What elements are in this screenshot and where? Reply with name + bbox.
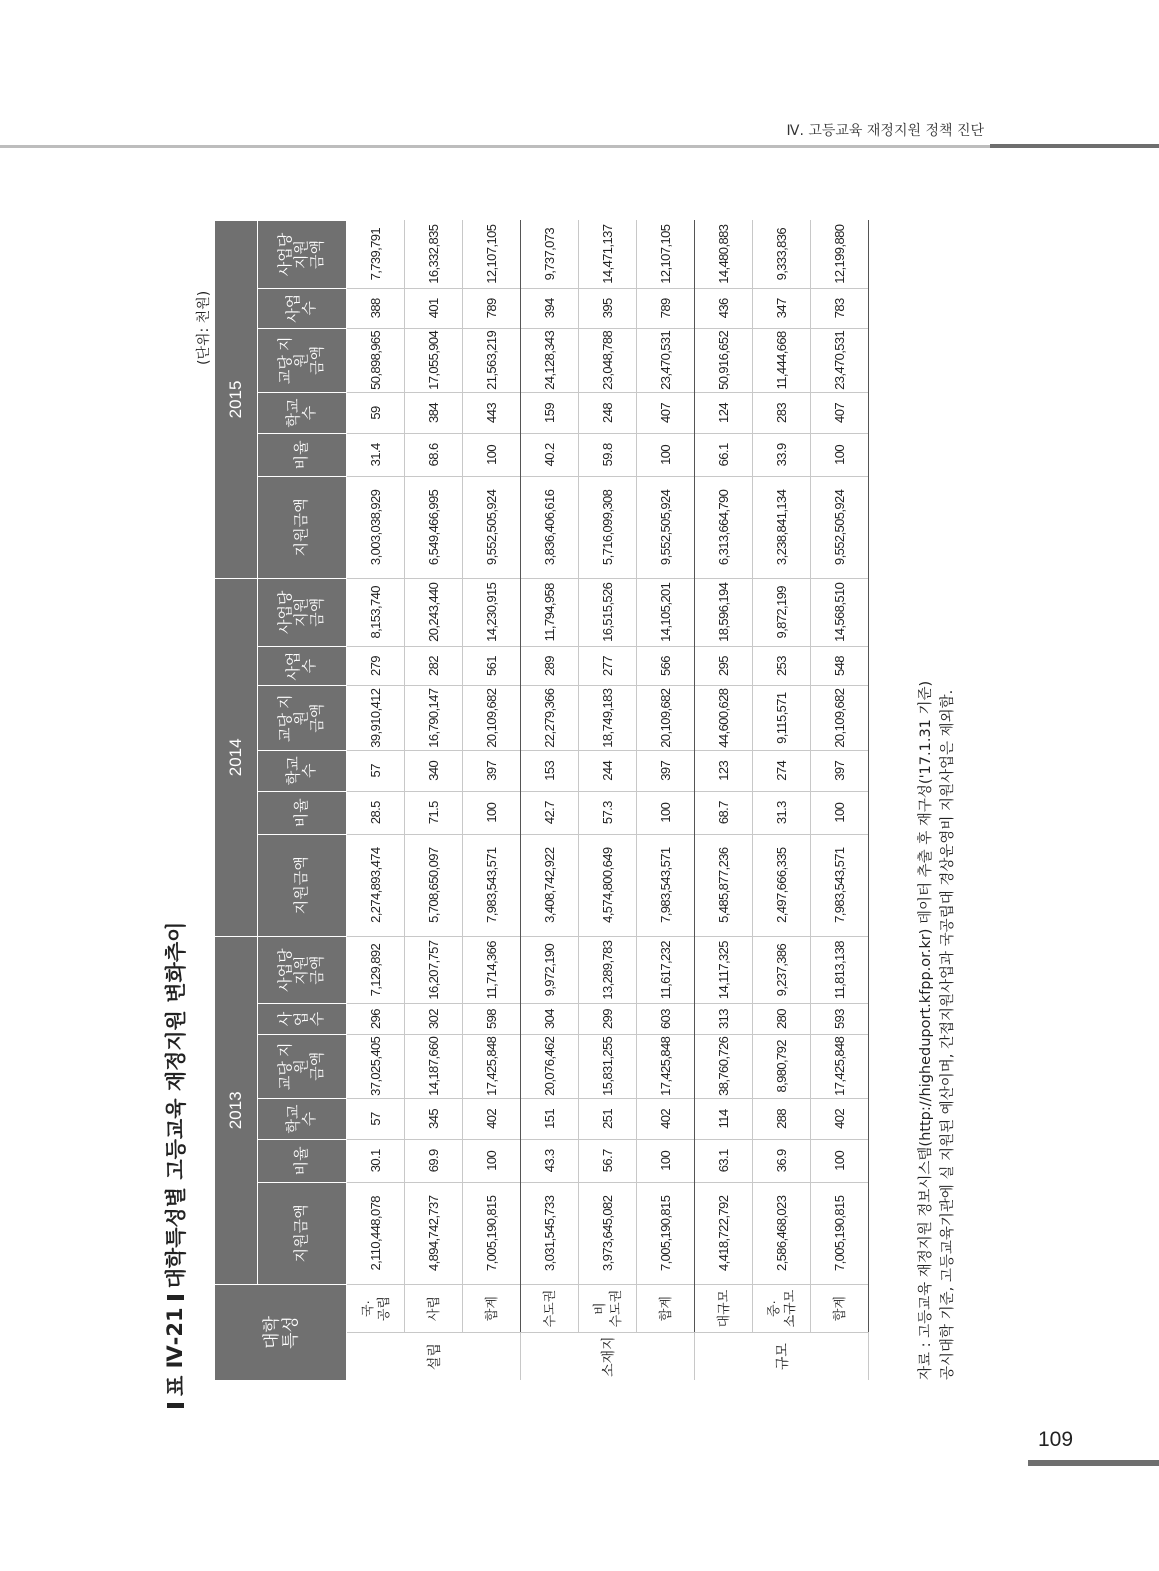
table-cell: 566 (637, 646, 695, 686)
column-header: 학교 수 (258, 1099, 347, 1140)
table-cell: 5,708,650,097 (405, 834, 463, 936)
table-cell: 40.2 (521, 433, 579, 476)
table-cell: 20,076,462 (521, 1034, 579, 1098)
group-label: 규모 (695, 1333, 869, 1380)
table-cell: 50,916,652 (695, 328, 753, 392)
table-cell: 304 (521, 1004, 579, 1034)
table-cell: 603 (637, 1004, 695, 1034)
table-cell: 100 (811, 791, 869, 834)
column-header: 교당 지원 금액 (258, 1034, 347, 1098)
table-cell: 14,471,137 (579, 221, 637, 289)
row-label: 국· 공립 (347, 1284, 405, 1332)
year-header: 2015 (215, 221, 258, 579)
table-cell: 279 (347, 646, 405, 686)
row-label: 합계 (637, 1284, 695, 1332)
group-label: 설립 (347, 1333, 521, 1380)
table-cell: 23,470,531 (637, 328, 695, 392)
table-cell: 23,048,788 (579, 328, 637, 392)
table-cell: 57 (347, 1099, 405, 1140)
table-cell: 12,107,105 (637, 221, 695, 289)
table-cell: 2,110,448,078 (347, 1182, 405, 1284)
table-cell: 153 (521, 750, 579, 791)
table-cell: 15,831,255 (579, 1034, 637, 1098)
table-cell: 31.3 (753, 791, 811, 834)
table-cell: 13,289,783 (579, 936, 637, 1004)
table-cell: 288 (753, 1099, 811, 1140)
table-cell: 12,107,105 (463, 221, 521, 289)
table-cell: 69.9 (405, 1139, 463, 1182)
table-cell: 9,737,073 (521, 221, 579, 289)
table-cell: 31.4 (347, 433, 405, 476)
page-header: Ⅳ. 고등교육 재정지원 정책 진단 (786, 123, 984, 139)
table-cell: 17,425,848 (637, 1034, 695, 1098)
table-cell: 8,153,740 (347, 578, 405, 646)
title-bar-right (167, 1295, 184, 1300)
title-text: 대학특성별 고등교육 재정지원 변화추이 (164, 921, 188, 1289)
column-header: 사업당 지원 금액 (258, 221, 347, 289)
table-cell: 100 (637, 433, 695, 476)
table-cell: 17,425,848 (811, 1034, 869, 1098)
table-row (521, 221, 579, 1381)
table-cell: 11,813,138 (811, 936, 869, 1004)
title-number: Ⅳ-21 (163, 1307, 187, 1369)
table-cell: 39,910,412 (347, 686, 405, 750)
table-cell: 151 (521, 1099, 579, 1140)
table-cell: 20,109,682 (637, 686, 695, 750)
rotated-table-region (155, 215, 1005, 1415)
table-cell: 21,563,219 (463, 328, 521, 392)
table-cell: 68.7 (695, 791, 753, 834)
table-cell: 9,972,190 (521, 936, 579, 1004)
table-cell: 7,983,543,571 (811, 834, 869, 936)
table-row (347, 221, 405, 1381)
table-cell: 114 (695, 1099, 753, 1140)
table-cell: 299 (579, 1004, 637, 1034)
table-cell: 100 (463, 791, 521, 834)
table-cell: 598 (463, 1004, 521, 1034)
table-cell: 9,333,836 (753, 221, 811, 289)
column-header: 사 업 수 (258, 1004, 347, 1034)
table-cell: 56.7 (579, 1139, 637, 1182)
table-cell: 345 (405, 1099, 463, 1140)
table-cell: 100 (463, 433, 521, 476)
table-cell: 14,187,660 (405, 1034, 463, 1098)
table-cell: 11,794,958 (521, 578, 579, 646)
page-number-rule (1028, 1460, 1159, 1466)
table-cell: 33.9 (753, 433, 811, 476)
corner-header: 대학 특성 (215, 1284, 347, 1380)
note-source: 자료 : 고등교육 재정지원 정보시스템(http://higheduport.kfpp.or.kr) 데이터 추출 후 재구성('17.1.31 기준) (918, 680, 934, 1380)
table-row (637, 221, 695, 1381)
table-cell: 100 (637, 791, 695, 834)
table-cell: 17,055,904 (405, 328, 463, 392)
table-cell: 3,031,545,733 (521, 1182, 579, 1284)
table-cell: 59.8 (579, 433, 637, 476)
table-cell: 71.5 (405, 791, 463, 834)
column-header: 사업 수 (258, 288, 347, 328)
table-cell: 100 (637, 1139, 695, 1182)
table-cell: 783 (811, 288, 869, 328)
unit-label: (단위: 천원) (196, 290, 212, 365)
table-cell: 395 (579, 288, 637, 328)
table-cell: 401 (405, 288, 463, 328)
table-cell: 14,117,325 (695, 936, 753, 1004)
table-cell: 7,983,543,571 (463, 834, 521, 936)
table-cell: 397 (637, 750, 695, 791)
table-cell: 14,230,915 (463, 578, 521, 646)
table-cell: 3,836,406,616 (521, 476, 579, 578)
note-basis: 공시대학 기준, 고등교육기관에 실 지원된 예산이며, 간접지원사업과 국공립대 경상운영비 지원사업은 제외함. (940, 689, 956, 1380)
table-cell: 50,898,965 (347, 328, 405, 392)
column-header: 비율 (258, 433, 347, 476)
table-cell: 9,552,505,924 (637, 476, 695, 578)
table-cell: 42.7 (521, 791, 579, 834)
table-cell: 59 (347, 393, 405, 434)
column-header: 사업당 지원 금액 (258, 578, 347, 646)
table-cell: 2,497,666,335 (753, 834, 811, 936)
table-cell: 159 (521, 393, 579, 434)
table-cell: 548 (811, 646, 869, 686)
table-cell: 7,739,791 (347, 221, 405, 289)
table-cell: 9,237,386 (753, 936, 811, 1004)
table-cell: 402 (463, 1099, 521, 1140)
table-cell: 407 (811, 393, 869, 434)
table-cell: 124 (695, 393, 753, 434)
table-row (811, 221, 869, 1381)
table-cell: 20,243,440 (405, 578, 463, 646)
table-cell: 17,425,848 (463, 1034, 521, 1098)
table-cell: 43.3 (521, 1139, 579, 1182)
table-cell: 20,109,682 (463, 686, 521, 750)
row-label: 합계 (463, 1284, 521, 1332)
table-cell: 3,003,038,929 (347, 476, 405, 578)
table-cell: 402 (637, 1099, 695, 1140)
table-cell: 38,760,726 (695, 1034, 753, 1098)
table-cell: 789 (637, 288, 695, 328)
title-lead: 표 (164, 1375, 188, 1396)
table-cell: 388 (347, 288, 405, 328)
table-cell: 8,980,792 (753, 1034, 811, 1098)
page-number: 109 (1038, 1428, 1074, 1451)
table-cell: 4,574,800,649 (579, 834, 637, 936)
table-cell: 280 (753, 1004, 811, 1034)
column-header: 교당 지원 금액 (258, 686, 347, 750)
table-cell: 244 (579, 750, 637, 791)
header-rule (0, 145, 1159, 148)
table-cell: 397 (463, 750, 521, 791)
table-cell: 57.3 (579, 791, 637, 834)
table-cell: 248 (579, 393, 637, 434)
table-cell: 14,480,883 (695, 221, 753, 289)
table-cell: 14,105,201 (637, 578, 695, 646)
table-cell: 6,313,664,790 (695, 476, 753, 578)
column-header: 지원금액 (258, 476, 347, 578)
table-cell: 2,274,893,474 (347, 834, 405, 936)
table-cell: 5,485,877,236 (695, 834, 753, 936)
table-cell: 347 (753, 288, 811, 328)
table-cell: 289 (521, 646, 579, 686)
data-table (215, 220, 869, 1380)
table-cell: 2,586,468,023 (753, 1182, 811, 1284)
table-cell: 384 (405, 393, 463, 434)
table-cell: 561 (463, 646, 521, 686)
table-cell: 22,279,366 (521, 686, 579, 750)
row-label: 대규모 (695, 1284, 753, 1332)
table-cell: 443 (463, 393, 521, 434)
table-cell: 100 (811, 433, 869, 476)
table-cell: 402 (811, 1099, 869, 1140)
table-cell: 397 (811, 750, 869, 791)
table-cell: 3,408,742,922 (521, 834, 579, 936)
column-header: 학교 수 (258, 393, 347, 434)
title-bar-left (167, 1403, 184, 1408)
table-cell: 282 (405, 646, 463, 686)
column-header: 지원금액 (258, 1182, 347, 1284)
table-cell: 394 (521, 288, 579, 328)
column-header: 비율 (258, 1139, 347, 1182)
table-cell: 789 (463, 288, 521, 328)
table-cell: 18,749,183 (579, 686, 637, 750)
table-cell: 28.5 (347, 791, 405, 834)
table-cell: 407 (637, 393, 695, 434)
table-cell: 11,617,232 (637, 936, 695, 1004)
table-cell: 9,115,571 (753, 686, 811, 750)
table-cell: 3,238,841,134 (753, 476, 811, 578)
table-cell: 16,515,526 (579, 578, 637, 646)
column-header: 사업당 지원 금액 (258, 936, 347, 1004)
table-cell: 436 (695, 288, 753, 328)
table-cell: 7,983,543,571 (637, 834, 695, 936)
table-cell: 283 (753, 393, 811, 434)
table-cell: 9,872,199 (753, 578, 811, 646)
table-cell: 11,714,366 (463, 936, 521, 1004)
table-row (695, 221, 753, 1381)
table-cell: 100 (811, 1139, 869, 1182)
table-cell: 44,600,628 (695, 686, 753, 750)
table-cell: 5,716,099,308 (579, 476, 637, 578)
table-cell: 277 (579, 646, 637, 686)
table-cell: 253 (753, 646, 811, 686)
table-cell: 66.1 (695, 433, 753, 476)
row-label: 사립 (405, 1284, 463, 1332)
table-cell: 57 (347, 750, 405, 791)
column-header: 교당 지원 금액 (258, 328, 347, 392)
table-cell: 23,470,531 (811, 328, 869, 392)
table-cell: 7,005,190,815 (463, 1182, 521, 1284)
table-cell: 7,005,190,815 (811, 1182, 869, 1284)
table-cell: 18,596,194 (695, 578, 753, 646)
table-cell: 16,332,835 (405, 221, 463, 289)
table-cell: 251 (579, 1099, 637, 1140)
table-row (753, 221, 811, 1381)
table-cell: 20,109,682 (811, 686, 869, 750)
table-cell: 16,790,147 (405, 686, 463, 750)
table-cell: 295 (695, 646, 753, 686)
year-header: 2014 (215, 578, 258, 936)
table-cell: 302 (405, 1004, 463, 1034)
table-cell: 296 (347, 1004, 405, 1034)
table-cell: 36.9 (753, 1139, 811, 1182)
table-cell: 11,444,668 (753, 328, 811, 392)
table-cell: 7,005,190,815 (637, 1182, 695, 1284)
column-header: 학교 수 (258, 750, 347, 791)
table-cell: 9,552,505,924 (463, 476, 521, 578)
table-cell: 313 (695, 1004, 753, 1034)
table-cell: 274 (753, 750, 811, 791)
table-row (579, 221, 637, 1381)
table-cell: 6,549,466,995 (405, 476, 463, 578)
row-label: 합계 (811, 1284, 869, 1332)
row-label: 수도권 (521, 1284, 579, 1332)
notes (915, 230, 959, 1380)
table-cell: 12,199,880 (811, 221, 869, 289)
table-row (405, 221, 463, 1381)
table-cell: 30.1 (347, 1139, 405, 1182)
table-cell: 16,207,757 (405, 936, 463, 1004)
table-cell: 14,568,510 (811, 578, 869, 646)
column-header: 지원금액 (258, 834, 347, 936)
table-cell: 4,418,722,792 (695, 1182, 753, 1284)
group-label: 소재지 (521, 1333, 695, 1380)
row-label: 중· 소규모 (753, 1284, 811, 1332)
table-cell: 4,894,742,737 (405, 1182, 463, 1284)
year-header: 2013 (215, 936, 258, 1284)
table-cell: 24,128,343 (521, 328, 579, 392)
table-cell: 123 (695, 750, 753, 791)
table-cell: 7,129,892 (347, 936, 405, 1004)
table-cell: 63.1 (695, 1139, 753, 1182)
table-cell: 3,973,645,082 (579, 1182, 637, 1284)
row-label: 비 수도권 (579, 1284, 637, 1332)
table-cell: 340 (405, 750, 463, 791)
table-cell: 37,025,405 (347, 1034, 405, 1098)
table-cell: 593 (811, 1004, 869, 1034)
column-header: 사업 수 (258, 646, 347, 686)
header-rule-accent (990, 144, 1159, 148)
column-header: 비율 (258, 791, 347, 834)
table-cell: 100 (463, 1139, 521, 1182)
table-cell: 68.6 (405, 433, 463, 476)
table-cell: 9,552,505,924 (811, 476, 869, 578)
table-title (155, 922, 195, 1415)
table-row (463, 221, 521, 1381)
